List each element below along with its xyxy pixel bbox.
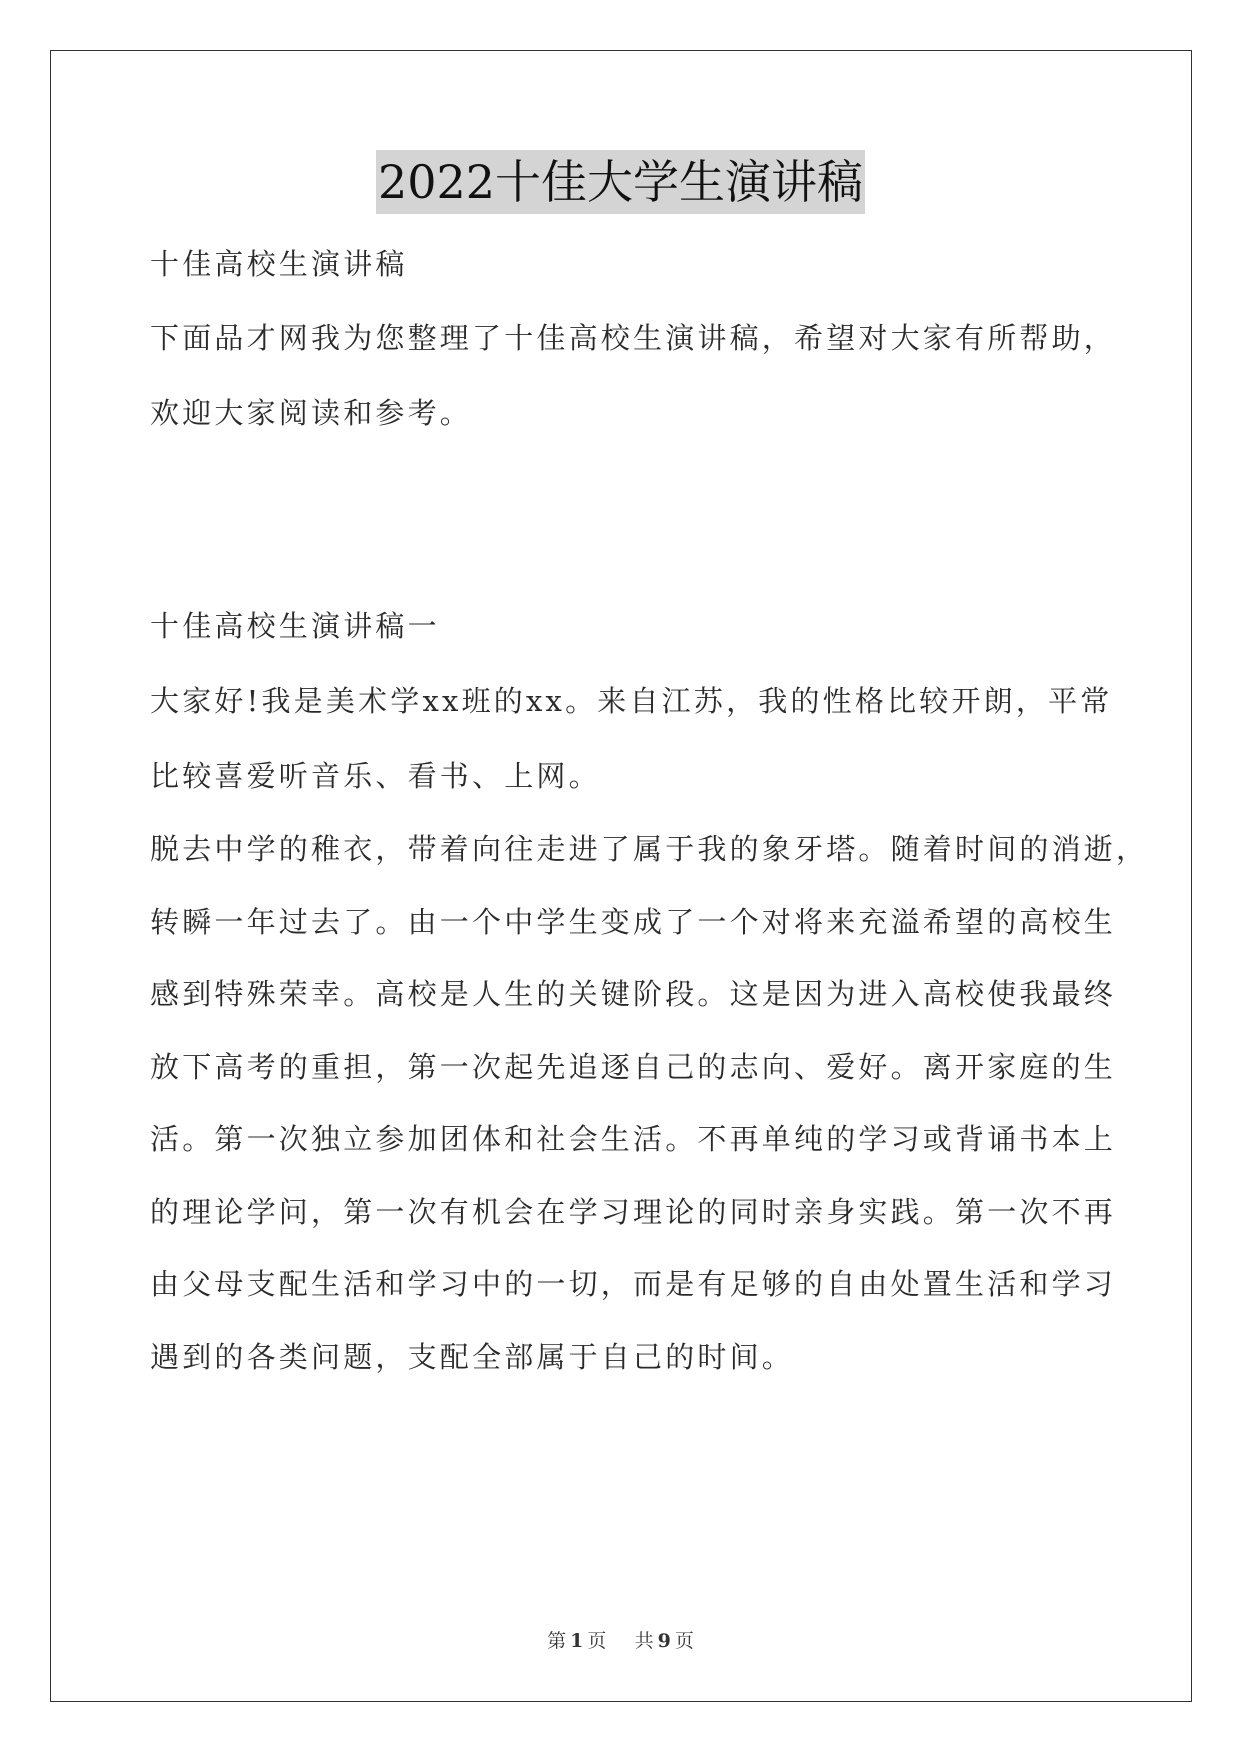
footer-page-number: 1 <box>570 1630 584 1652</box>
page-border <box>50 50 1192 1702</box>
footer-total-prefix: 共 <box>634 1630 654 1652</box>
footer-page-unit: 页 <box>587 1630 607 1652</box>
footer-total-pages: 9 <box>657 1630 671 1652</box>
paragraph-line: 大家好!我是美术学xx班的xx。来自江苏，我的性格比较开朗，平常 <box>150 684 1113 718</box>
paragraph-line: 欢迎大家阅读和参考。 <box>150 396 473 430</box>
paragraph-line: 转瞬一年过去了。由一个中学生变成了一个对将来充溢希望的高校生 <box>150 905 1117 939</box>
page-footer <box>0 1626 1241 1653</box>
paragraph-line: 下面品才网我为您整理了十佳高校生演讲稿，希望对大家有所帮助， <box>150 321 1117 355</box>
paragraph-line: 遇到的各类问题，支配全部属于自己的时间。 <box>150 1340 795 1374</box>
paragraph-line: 脱去中学的稚衣，带着向往走进了属于我的象牙塔。随着时间的消逝， <box>150 832 1149 866</box>
paragraph-line: 比较喜爱听音乐、看书、上网。 <box>150 759 601 793</box>
paragraph-line: 放下高考的重担，第一次起先追逐自己的志向、爱好。离开家庭的生 <box>150 1050 1117 1084</box>
footer-total-unit: 页 <box>674 1630 694 1652</box>
document-title: 2022十佳大学生演讲稿 <box>376 150 865 214</box>
section-heading: 十佳高校生演讲稿一 <box>150 609 440 643</box>
title-container <box>0 150 1241 214</box>
paragraph-line: 十佳高校生演讲稿 <box>150 247 408 281</box>
paragraph-line: 活。第一次独立参加团体和社会生活。不再单纯的学习或背诵书本上 <box>150 1122 1117 1156</box>
paragraph-line: 感到特殊荣幸。高校是人生的关键阶段。这是因为进入高校使我最终 <box>150 977 1117 1011</box>
footer-page-prefix: 第 <box>547 1630 567 1652</box>
paragraph-line: 的理论学问，第一次有机会在学习理论的同时亲身实践。第一次不再 <box>150 1195 1117 1229</box>
paragraph-line: 由父母支配生活和学习中的一切，而是有足够的自由处置生活和学习 <box>150 1267 1117 1301</box>
